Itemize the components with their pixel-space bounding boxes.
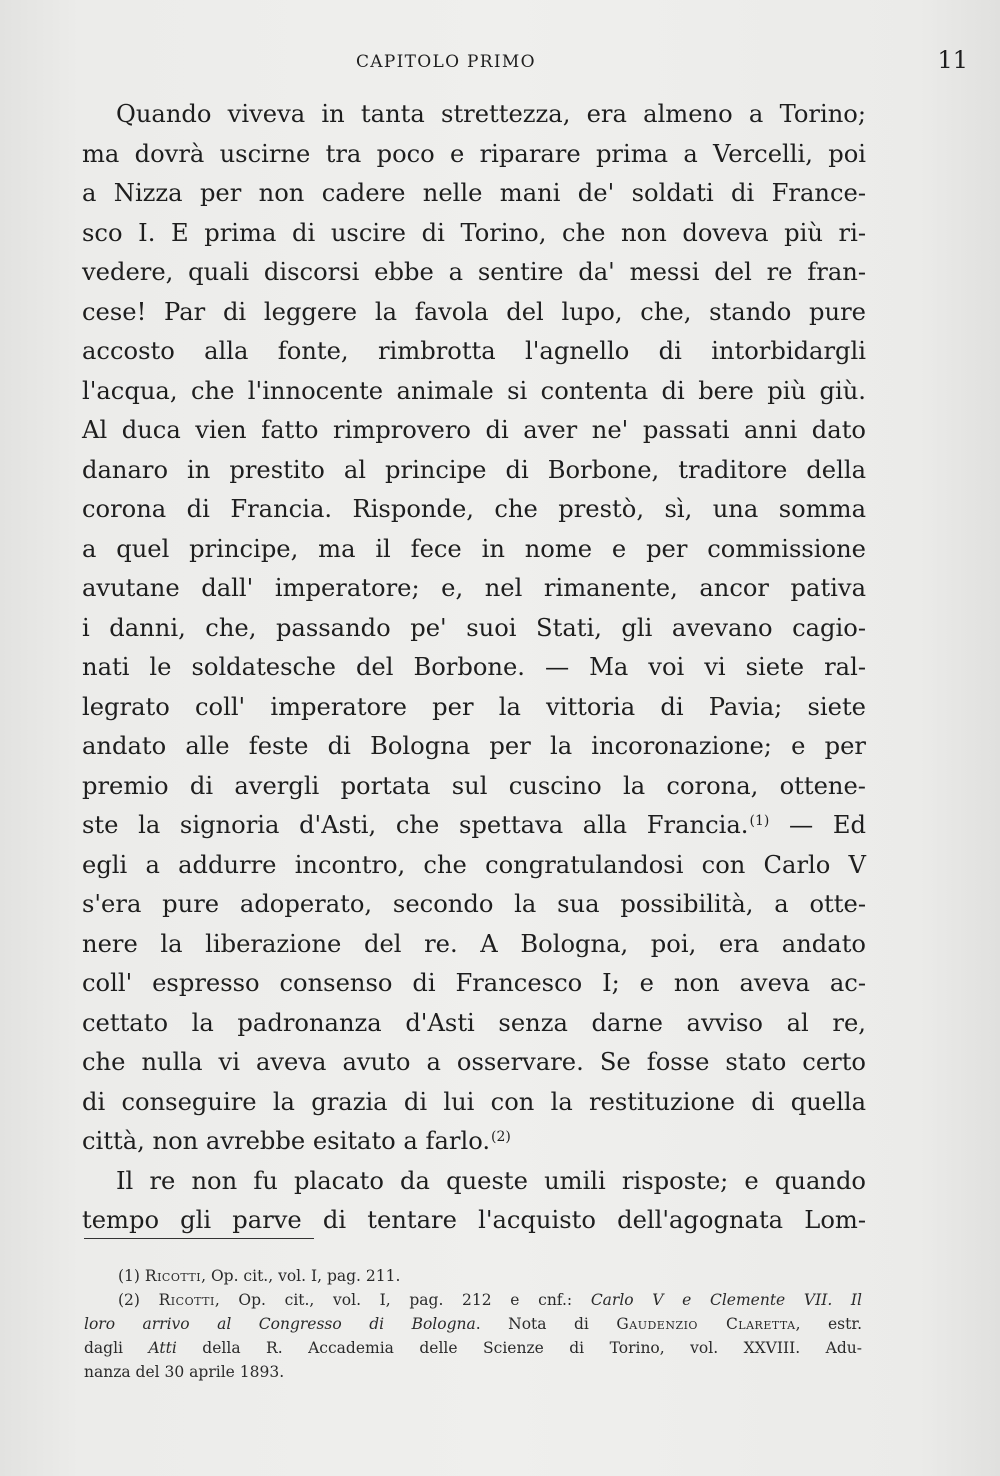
text-line: a Nizza per non cadere nelle mani de' soldati di France- <box>82 179 866 207</box>
text-line: a quel principe, ma il fece in nome e per commissione <box>82 534 866 563</box>
footnote-ref-2[interactable]: (2) <box>491 1129 511 1145</box>
footnote-text: , Op. cit., vol. I, pag. 211. <box>201 1267 401 1285</box>
footnote-text: della R. Accademia delle Scienze di Torino, vol. XXVIII. Adu- <box>176 1339 862 1357</box>
footnote-text: , estr. <box>795 1315 862 1333</box>
text-line: vedere, quali discorsi ebbe a sentire da' messi del re fran- <box>82 258 866 286</box>
footnote-1 <box>84 1264 862 1288</box>
text-line: legrato coll' imperatore per la vittoria di Pavia; siete <box>82 692 866 721</box>
footnote-text: , Op. cit., vol. I, pag. 212 e cnf.: <box>214 1291 591 1309</box>
text-line: Quando viveva in tanta strettezza, era almeno a Torino; <box>116 100 866 128</box>
text-line: sco I. E prima di uscire di Torino, che non doveva più ri- <box>82 218 866 247</box>
text-line: s'era pure adoperato, secondo la sua possibilità, a otte- <box>82 890 866 918</box>
footnote-rule <box>84 1238 314 1239</box>
text-segment: città, non avrebbe esitato a farlo. <box>82 1127 491 1155</box>
text-line-with-footnote-ref <box>82 1122 866 1162</box>
text-line: cettato la padronanza d'Asti senza darne avviso al re, <box>82 1008 866 1037</box>
text-line: danaro in prestito al principe di Borbone, traditore della <box>82 455 866 484</box>
text-line: che nulla vi aveva avuto a osservare. Se fosse stato certo <box>82 1048 866 1076</box>
text-line: tempo gli parve di tentare l'acquisto dell'agognata Lom- <box>82 1206 866 1234</box>
footnote-author: Ricotti <box>158 1291 215 1309</box>
footnote-text: . Nota di <box>475 1315 617 1333</box>
footnote-author: Ricotti <box>144 1267 202 1285</box>
footnote-2-line <box>84 1288 862 1312</box>
footnote-text: nanza del 30 aprile 1893. <box>84 1363 285 1381</box>
footnote-title: loro arrivo al Congresso di Bologna <box>84 1315 476 1333</box>
page-number: 11 <box>937 46 968 74</box>
text-line: egli a addurre incontro, che congratulandosi con Carlo V <box>82 850 866 879</box>
footnote-marker: (2) <box>118 1291 140 1309</box>
footnote-2-line <box>84 1336 862 1360</box>
running-title: CAPITOLO PRIMO <box>356 52 536 72</box>
text-line: i danni, che, passando pe' suoi Stati, gli avevano cagio- <box>82 613 866 642</box>
text-segment: ste la signoria d'Asti, che spettava alla Francia. <box>82 811 749 839</box>
text-line: di conseguire la grazia di lui con la restituzione di quella <box>82 1087 866 1116</box>
footnote-author: Gaudenzio Claretta <box>616 1315 796 1333</box>
footnotes <box>84 1264 862 1384</box>
text-line: accosto alla fonte, rimbrotta l'agnello di intorbidargli <box>82 337 866 365</box>
body-text <box>82 95 866 1241</box>
text-line: avutane dall' imperatore; e, nel rimanente, ancor pativa <box>82 574 866 602</box>
text-line: nere la liberazione del re. A Bologna, poi, era andato <box>82 929 866 958</box>
text-line: coll' espresso consenso di Francesco I; e non aveva ac- <box>82 969 866 997</box>
footnote-title: Carlo V e Clemente VII. Il <box>590 1291 862 1309</box>
text-line: premio di avergli portata sul cuscino la corona, ottene- <box>82 771 866 800</box>
footnote-marker: (1) <box>118 1267 140 1285</box>
text-line: Al duca vien fatto rimprovero di aver ne' passati anni dato <box>82 416 866 444</box>
text-line: cese! Par di leggere la favola del lupo, che, stando pure <box>82 297 866 326</box>
running-head <box>82 46 968 76</box>
text-line: ma dovrà uscirne tra poco e riparare prima a Vercelli, poi <box>82 139 866 168</box>
footnote-2-line <box>84 1312 862 1336</box>
text-line: andato alle feste di Bologna per la incoronazione; e per <box>82 732 866 760</box>
footnote-title: Atti <box>148 1339 177 1357</box>
text-segment: — Ed <box>769 811 866 839</box>
footnote-ref-1[interactable]: (1) <box>749 813 770 829</box>
text-line-with-footnote-ref <box>82 806 866 846</box>
text-line: corona di Francia. Risponde, che prestò, sì, una somma <box>82 495 866 523</box>
footnote-text: dagli <box>84 1339 149 1357</box>
text-line: l'acqua, che l'innocente animale si contenta di bere più giù. <box>82 376 866 405</box>
text-line: nati le soldatesche del Borbone. — Ma voi vi siete ral- <box>82 653 866 681</box>
footnote-2-line <box>84 1360 862 1384</box>
text-line: Il re non fu placato da queste umili risposte; e quando <box>116 1166 866 1195</box>
